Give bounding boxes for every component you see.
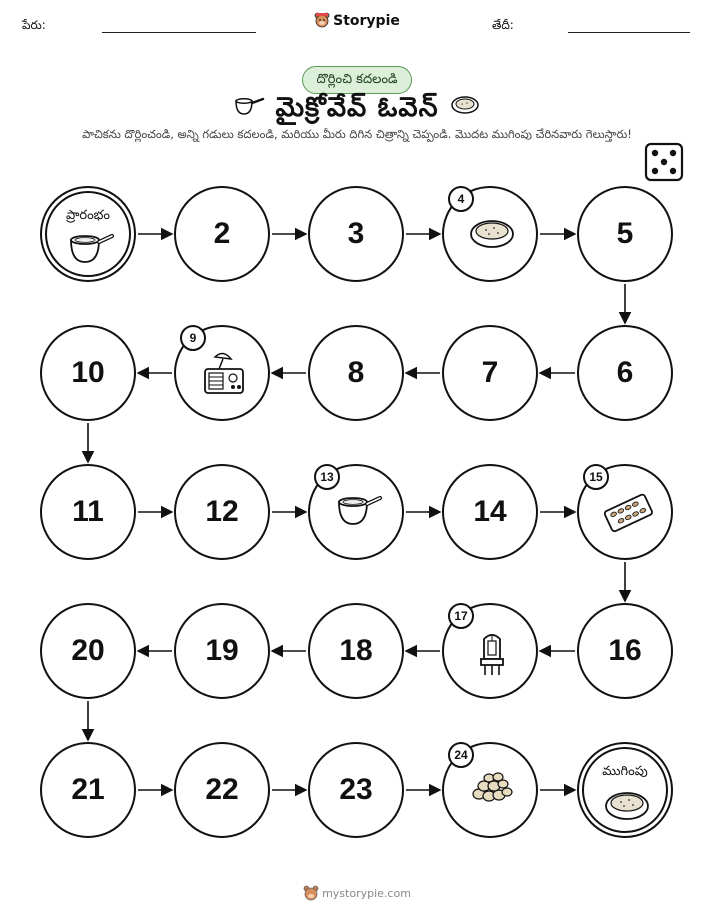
cell-number-badge: 24 — [448, 742, 474, 768]
board-cell-13 — [308, 464, 404, 560]
date-label: తేదీ: — [492, 18, 514, 32]
brand-name: Storypie — [333, 13, 400, 29]
board-cell-3 — [308, 186, 404, 282]
board-cell-19 — [174, 603, 270, 699]
board-cell-22 — [174, 742, 270, 838]
footer-site: mystorypie.com — [322, 887, 411, 900]
board-cell-16 — [577, 603, 673, 699]
board-cell-12 — [174, 464, 270, 560]
board-cell-10 — [40, 325, 136, 421]
finish-cell — [577, 742, 673, 838]
roll-and-move-badge: దొర్లించి కదలండి — [302, 66, 412, 94]
cell-number: 18 — [339, 634, 373, 667]
board-cell-21 — [40, 742, 136, 838]
cell-number: 21 — [71, 773, 105, 806]
bear-mascot-icon — [303, 885, 319, 904]
cell-number: 3 — [347, 217, 365, 250]
page-title: మైక్రోవేవ్ ఓవెన్ — [275, 92, 439, 123]
cell-number: 2 — [213, 217, 231, 250]
board-cell-15 — [577, 464, 673, 560]
board-cell-18 — [308, 603, 404, 699]
saucepan-icon — [333, 490, 383, 534]
cell-number: 22 — [205, 773, 239, 806]
footer — [0, 885, 714, 904]
start-cell — [40, 186, 136, 282]
board-cell-23 — [308, 742, 404, 838]
cell-number-badge: 15 — [583, 464, 609, 490]
board-cell-2 — [174, 186, 270, 282]
board-cell-20 — [40, 603, 136, 699]
board-cell-8 — [308, 325, 404, 421]
cell-number-badge: 9 — [180, 325, 206, 351]
cell-number: 19 — [205, 634, 239, 667]
tray-icon — [602, 490, 654, 538]
bowl-icon — [467, 212, 517, 256]
cell-number: 6 — [616, 356, 634, 389]
name-label: పేరు: — [22, 18, 46, 32]
cell-number-badge: 13 — [314, 464, 340, 490]
cell-number: 14 — [473, 495, 507, 528]
finish-label: ముగింపు — [602, 764, 648, 779]
popcorn-icon — [467, 768, 517, 812]
board-cell-5 — [577, 186, 673, 282]
cell-number: 8 — [347, 356, 365, 389]
start-label: ప్రారంభం — [65, 208, 111, 223]
cell-number: 5 — [616, 217, 634, 250]
instructions: పాచికను దొర్లించండి, అన్ని గడులు కదలండి, మరియు మీరు దిగిన చిత్రాన్ని చెప్పండి. మొదట ముగింపు చేరినవారు గెలుస్తారు! — [82, 127, 632, 141]
bowl-icon — [602, 784, 652, 828]
board-cell-6 — [577, 325, 673, 421]
cell-number-badge: 4 — [448, 186, 474, 212]
board-cell-7 — [442, 325, 538, 421]
board-cell-4 — [442, 186, 538, 282]
board-cell-14 — [442, 464, 538, 560]
radio-transmitter-icon — [199, 351, 249, 401]
cell-number: 20 — [71, 634, 105, 667]
board-cell-17 — [442, 603, 538, 699]
cell-number: 12 — [205, 495, 239, 528]
vacuum-tube-icon — [467, 629, 517, 683]
board-cell-9 — [174, 325, 270, 421]
saucepan-icon — [65, 228, 115, 272]
cell-number: 7 — [481, 356, 499, 389]
cell-number: 11 — [72, 495, 104, 528]
board-cell-24 — [442, 742, 538, 838]
board-cell-11 — [40, 464, 136, 560]
cell-number-badge: 17 — [448, 603, 474, 629]
cell-number: 23 — [339, 773, 373, 806]
cell-number: 10 — [71, 356, 105, 389]
cell-number: 16 — [608, 634, 642, 667]
